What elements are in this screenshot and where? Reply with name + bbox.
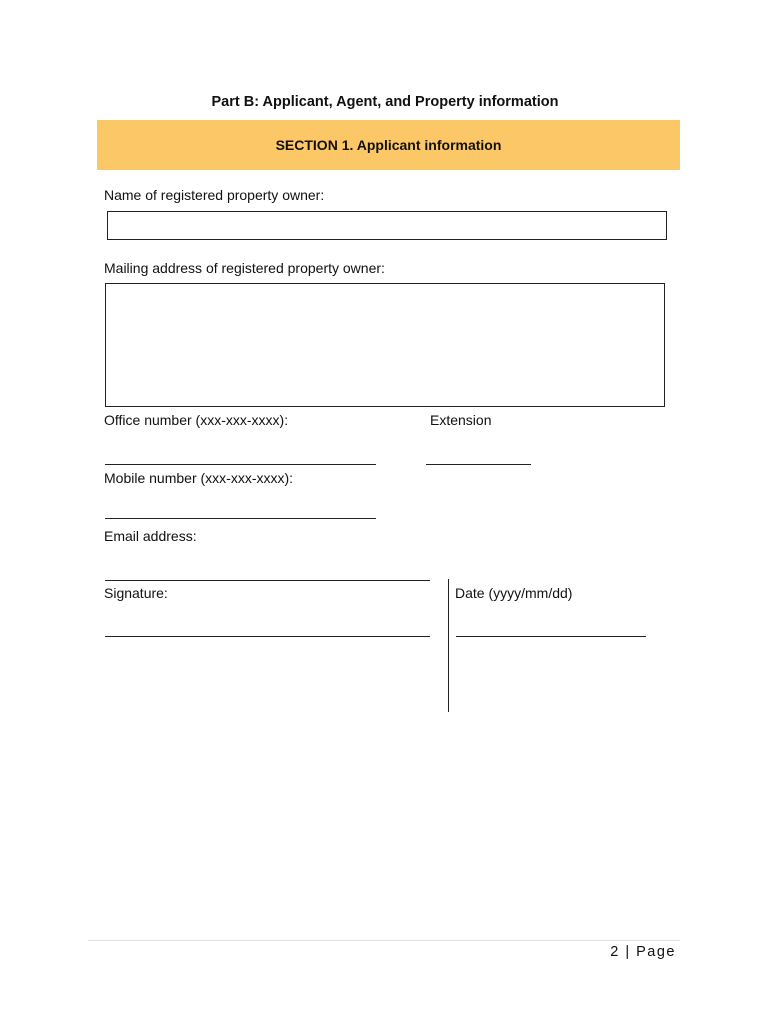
office-number-input[interactable] [105,443,376,463]
email-label: Email address: [104,528,197,544]
date-input[interactable] [456,615,646,635]
mobile-number-label: Mobile number (xxx-xxx-xxxx): [104,470,294,486]
date-line [456,636,646,637]
part-title: Part B: Applicant, Agent, and Property information [211,94,559,110]
email-input[interactable] [105,559,430,579]
extension-line [426,464,531,465]
extension-label: Extension [430,412,492,428]
section-title: SECTION 1. Applicant information [275,137,502,153]
owner-name-input[interactable] [108,212,666,239]
owner-name-label: Name of registered property owner: [104,187,325,203]
signature-input[interactable] [105,615,430,635]
signature-line [105,636,430,637]
office-number-line [105,464,376,465]
page-number: 2 | Page [610,944,676,960]
mobile-number-line [105,518,376,519]
signature-label: Signature: [104,585,168,601]
mailing-address-label: Mailing address of registered property owner: [104,260,385,276]
mailing-address-box [105,283,665,407]
date-label: Date (yyyy/mm/dd) [455,585,573,601]
extension-input[interactable] [426,443,531,463]
mobile-number-input[interactable] [105,497,376,517]
owner-name-box [107,211,667,240]
footer-rule [88,940,680,941]
column-divider [448,579,449,712]
office-number-label: Office number (xxx-xxx-xxxx): [104,412,289,428]
email-line [105,580,430,581]
mailing-address-input[interactable] [106,284,664,406]
section-banner [97,120,680,170]
